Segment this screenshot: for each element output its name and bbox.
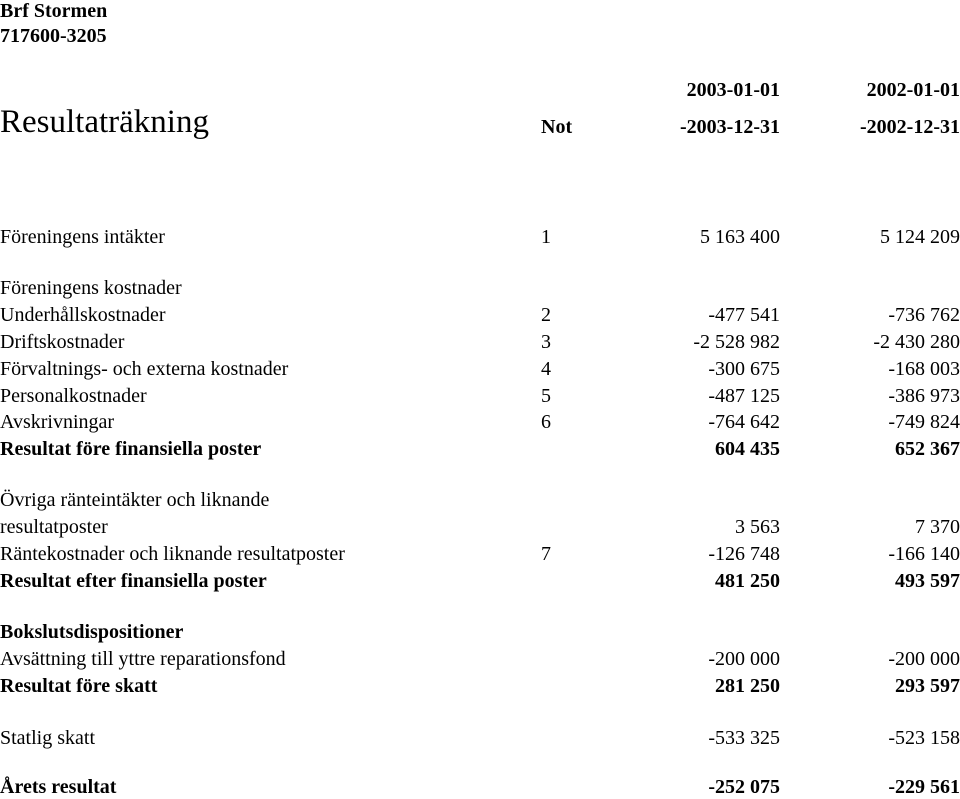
report-title: Resultaträkning (0, 104, 209, 140)
row-label: Övriga ränteintäkter och liknande (0, 489, 270, 511)
row-note: 7 (541, 543, 551, 565)
row-value-2003: -487 125 (708, 385, 780, 407)
row-label: Avskrivningar (0, 411, 115, 433)
row-label: Bokslutsdispositioner (0, 621, 184, 643)
row-value-2003: -300 675 (708, 358, 780, 380)
row-value-2002: -168 003 (888, 358, 960, 380)
row-value-2002: -200 000 (888, 648, 960, 670)
row-value-2002: -749 824 (888, 411, 960, 433)
row-value-2003: 481 250 (715, 570, 780, 592)
row-label: Statlig skatt (0, 727, 95, 749)
row-label: Föreningens kostnader (0, 277, 182, 299)
row-note: 4 (541, 358, 551, 380)
row-value-2002: -2 430 280 (873, 331, 960, 353)
row-label: Driftskostnader (0, 331, 125, 353)
row-value-2002: -736 762 (888, 304, 960, 326)
row-note: 5 (541, 385, 551, 407)
note-header: Not (541, 116, 573, 138)
row-label: Resultat före skatt (0, 675, 158, 697)
row-value-2003: -477 541 (708, 304, 780, 326)
row-value-2003: 5 163 400 (700, 226, 780, 248)
row-label: Underhållskostnader (0, 304, 166, 326)
row-label: Förvaltnings- och externa kostnader (0, 358, 289, 380)
row-value-2002: 652 367 (895, 438, 960, 460)
period2-start: 2002-01-01 (866, 79, 960, 101)
row-note: 6 (541, 411, 551, 433)
period1-start: 2003-01-01 (686, 79, 780, 101)
row-value-2003: 3 563 (735, 516, 780, 538)
row-label: Personalkostnader (0, 385, 147, 407)
row-value-2003: -533 325 (708, 727, 780, 749)
period1-end: -2003-12-31 (680, 116, 780, 138)
row-value-2003: 281 250 (715, 675, 780, 697)
row-value-2003: -2 528 982 (693, 331, 780, 353)
row-label: resultatposter (0, 516, 108, 538)
row-value-2003: -764 642 (708, 411, 780, 433)
row-label: Föreningens intäkter (0, 226, 165, 248)
row-value-2002: 7 370 (915, 516, 960, 538)
company-name: Brf Stormen (0, 0, 108, 22)
row-value-2002: 493 597 (895, 570, 960, 592)
row-label: Räntekostnader och liknande resultatposter (0, 543, 345, 565)
row-value-2002: -386 973 (888, 385, 960, 407)
row-value-2002: -523 158 (888, 727, 960, 749)
row-note: 2 (541, 304, 551, 326)
row-value-2002: -229 561 (888, 776, 960, 798)
row-label: Resultat efter finansiella poster (0, 570, 267, 592)
org-number: 717600-3205 (0, 25, 107, 47)
row-label: Avsättning till yttre reparationsfond (0, 648, 286, 670)
row-note: 3 (541, 331, 551, 353)
row-label: Resultat före finansiella poster (0, 438, 262, 460)
period2-end: -2002-12-31 (860, 116, 960, 138)
row-value-2003: -200 000 (708, 648, 780, 670)
row-value-2002: 293 597 (895, 675, 960, 697)
row-note: 1 (541, 226, 551, 248)
row-value-2003: 604 435 (715, 438, 780, 460)
row-value-2003: -252 075 (708, 776, 780, 798)
row-value-2003: -126 748 (708, 543, 780, 565)
row-value-2002: -166 140 (888, 543, 960, 565)
row-label: Årets resultat (0, 776, 117, 798)
row-value-2002: 5 124 209 (880, 226, 960, 248)
